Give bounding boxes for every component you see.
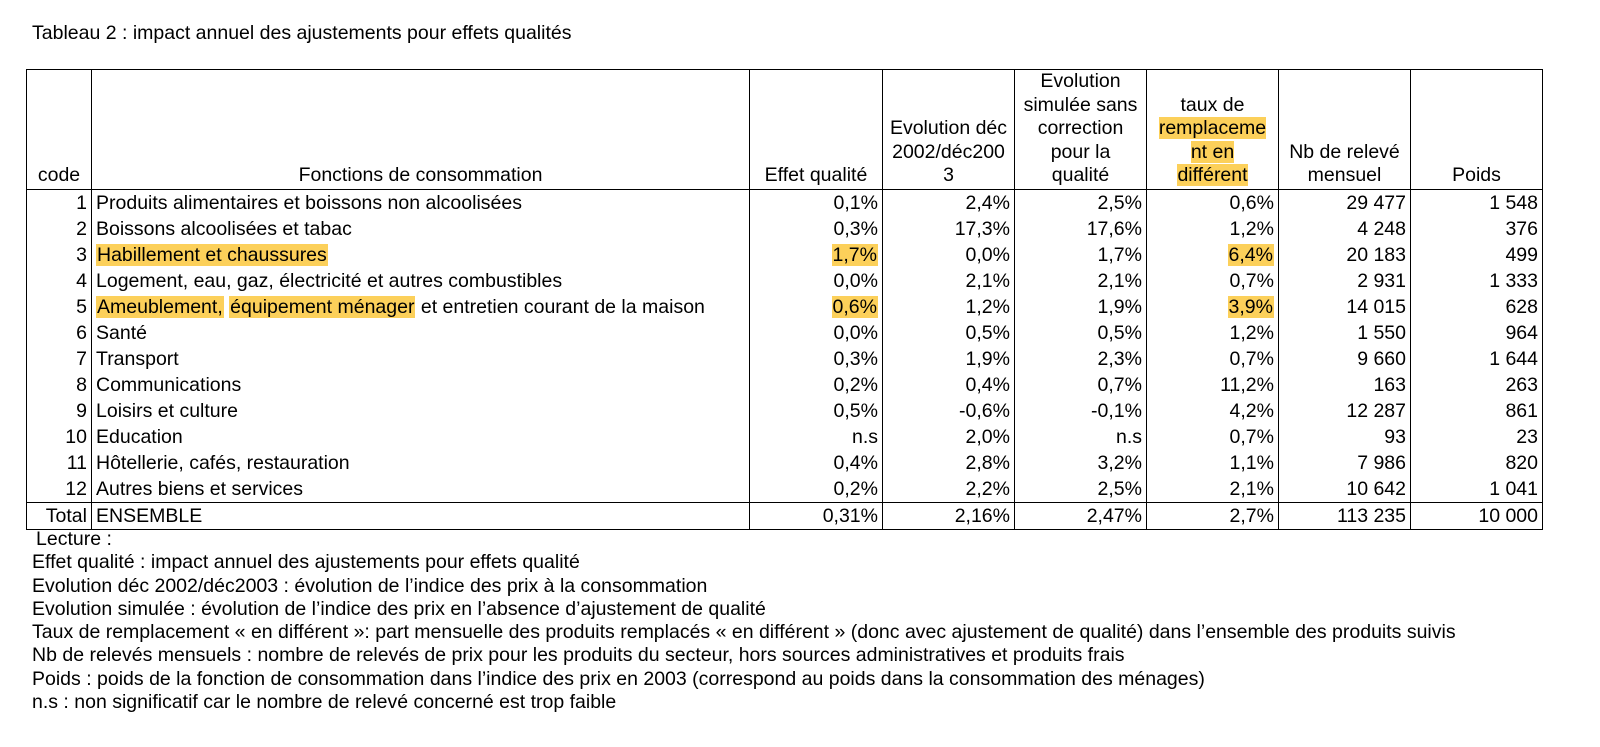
legend-line: Effet qualité : impact annuel des ajustements pour effets qualité	[32, 551, 580, 574]
table-cell: 3,2%	[1015, 450, 1147, 476]
table-cell: 2,7%	[1147, 502, 1279, 529]
table-cell: 1,2%	[1147, 216, 1279, 242]
table-cell: 0,5%	[750, 398, 883, 424]
table-cell: 263	[1411, 372, 1543, 398]
table-cell: 10 000	[1411, 502, 1543, 529]
table-row	[27, 294, 1543, 320]
header-poids	[1411, 70, 1543, 190]
table-cell: 2,4%	[883, 189, 1015, 216]
cell-text: différent	[1177, 164, 1248, 186]
table-cell: 2,0%	[883, 424, 1015, 450]
table-legend	[32, 528, 1456, 714]
table-cell: ENSEMBLE	[92, 502, 750, 529]
table-cell: Total	[27, 502, 92, 529]
table-cell: 163	[1279, 372, 1411, 398]
table-cell: Santé	[92, 320, 750, 346]
table-cell: 1 548	[1411, 189, 1543, 216]
legend-line: Poids : poids de la fonction de consommation dans l’indice des prix en 2003 (correspond au poids dans la consommation des ménages)	[32, 667, 1205, 690]
table-cell: 17,3%	[883, 216, 1015, 242]
table-cell: n.s	[1015, 424, 1147, 450]
table-cell: Education	[92, 424, 750, 450]
table-cell: 0,7%	[1015, 372, 1147, 398]
table-cell: Produits alimentaires et boissons non alcoolisées	[92, 189, 750, 216]
table-cell: n.s	[750, 424, 883, 450]
cell-text: code	[37, 164, 81, 186]
table-cell	[1147, 242, 1279, 268]
table-cell: 0,31%	[750, 502, 883, 529]
cell-text: pour la	[1050, 140, 1111, 163]
table-cell: 1 333	[1411, 268, 1543, 294]
cell-text: Evolution	[1040, 70, 1121, 92]
table-cell: 0,2%	[750, 476, 883, 503]
table-cell: 0,3%	[750, 346, 883, 372]
table-cell: 628	[1411, 294, 1543, 320]
cell-text: et entretien courant de la maison	[415, 295, 705, 318]
table-cell: 2,1%	[1147, 476, 1279, 503]
table-cell: -0,1%	[1015, 398, 1147, 424]
table-cell: Transport	[92, 346, 750, 372]
table-cell: 2,1%	[1015, 268, 1147, 294]
table-cell: 2	[76, 217, 87, 240]
highlighted-text: Ameublement,	[97, 295, 223, 318]
table-cell: 8	[76, 373, 87, 396]
cell-text: simulée sans	[1023, 93, 1138, 116]
table-cell: 0,6%	[1147, 189, 1279, 216]
table-cell: 0,2%	[750, 372, 883, 398]
table-cell: Boissons alcoolisées et tabac	[92, 216, 750, 242]
table-cell	[92, 242, 750, 268]
table-row	[27, 450, 1543, 476]
table-cell: 7 986	[1279, 450, 1411, 476]
table-row	[27, 372, 1543, 398]
table-cell: 2,3%	[1015, 346, 1147, 372]
highlighted-value: 1,7%	[832, 243, 877, 266]
table-cell: 0,5%	[1015, 320, 1147, 346]
table-total-row	[27, 502, 1543, 529]
highlighted-value: 6,4%	[1228, 243, 1273, 266]
table-cell: 376	[1411, 216, 1543, 242]
table-row	[27, 346, 1543, 372]
table-cell: 2 931	[1279, 268, 1411, 294]
table-cell: 10	[65, 425, 87, 448]
table-cell: 0,7%	[1147, 268, 1279, 294]
table-cell: 29 477	[1279, 189, 1411, 216]
table-row	[27, 476, 1543, 503]
table-cell: 1,2%	[1147, 320, 1279, 346]
table-cell: 2,1%	[883, 268, 1015, 294]
table-cell: 20 183	[1279, 242, 1411, 268]
table-cell	[1147, 294, 1279, 320]
cell-text: correction	[1037, 117, 1124, 139]
table-row	[27, 398, 1543, 424]
table-cell: 2,16%	[883, 502, 1015, 529]
legend-line: Evolution simulée : évolution de l’indice des prix en l’absence d’ajustement de qualité	[32, 597, 766, 620]
highlighted-text: Habillement et chaussures	[97, 243, 327, 266]
legend-line: Nb de relevés mensuels : nombre de relevés de prix pour les produits du secteur, hors sources administratives et produits frais	[32, 644, 1125, 667]
table-row	[27, 424, 1543, 450]
legend-line: Taux de remplacement « en différent »: part mensuelle des produits remplacés « en différent » (donc avec ajustement de qualité) dans l’ensemble des produits suivis	[32, 621, 1456, 644]
quality-effects-table	[26, 69, 1543, 530]
table-cell: 0,1%	[750, 189, 883, 216]
table-cell: 820	[1411, 450, 1543, 476]
table-row	[27, 268, 1543, 294]
table-cell: 0,4%	[883, 372, 1015, 398]
table-cell: Logement, eau, gaz, électricité et autres combustibles	[92, 268, 750, 294]
table-cell: Autres biens et services	[92, 476, 750, 503]
table-cell: 4 248	[1279, 216, 1411, 242]
table-cell: 1	[76, 191, 87, 214]
table-cell: 1,7%	[1015, 242, 1147, 268]
table-cell: 93	[1279, 424, 1411, 450]
table-cell: 0,4%	[750, 450, 883, 476]
cell-text: nt en	[1190, 140, 1235, 163]
table-row	[27, 216, 1543, 242]
table-cell: 1 041	[1411, 476, 1543, 503]
table-row	[27, 320, 1543, 346]
cell-text: qualité	[1051, 164, 1110, 186]
table-title: Tableau 2 : impact annuel des ajustements pour effets qualités	[32, 22, 572, 44]
table-cell: -0,6%	[883, 398, 1015, 424]
table-cell: 0,5%	[883, 320, 1015, 346]
table-cell: 14 015	[1279, 294, 1411, 320]
table-cell: 113 235	[1279, 502, 1411, 529]
table-cell: 3	[76, 243, 87, 266]
cell-text: Evolution déc	[889, 117, 1008, 139]
table-cell: 10 642	[1279, 476, 1411, 503]
header-effet-qualite	[750, 70, 883, 190]
table-cell: 11	[66, 451, 87, 474]
legend-lead: Lecture :	[36, 528, 112, 550]
cell-text: Fonctions de consommation	[298, 164, 543, 186]
cell-text: Effet qualité	[764, 164, 868, 186]
table-cell: 2,47%	[1015, 502, 1147, 529]
table-cell: 2,8%	[883, 450, 1015, 476]
table-cell: Hôtellerie, cafés, restauration	[92, 450, 750, 476]
table-cell: 2,5%	[1015, 476, 1147, 503]
table-cell: 1 644	[1411, 346, 1543, 372]
header-nb-releve	[1279, 70, 1411, 190]
table-cell: 6	[76, 321, 87, 344]
cell-text: mensuel	[1307, 164, 1382, 186]
table-cell: 4	[76, 269, 87, 292]
table-cell: 964	[1411, 320, 1543, 346]
table-cell: 1,9%	[883, 346, 1015, 372]
table-cell: 1 550	[1279, 320, 1411, 346]
table-cell: 0,3%	[750, 216, 883, 242]
header-fonctions	[92, 70, 750, 190]
table-cell: 0,0%	[750, 320, 883, 346]
table-cell: 1,9%	[1015, 294, 1147, 320]
table-cell: Loisirs et culture	[92, 398, 750, 424]
highlighted-value: 3,9%	[1228, 295, 1273, 318]
table-header-row	[27, 70, 1543, 190]
table-cell: 7	[76, 347, 87, 370]
highlighted-value: 0,6%	[832, 295, 877, 318]
legend-line: n.s : non significatif car le nombre de relevé concerné est trop faible	[32, 691, 617, 714]
header-taux-remplacement	[1147, 70, 1279, 190]
table-cell: 5	[76, 295, 87, 318]
table-cell: 861	[1411, 398, 1543, 424]
table-cell: 0,7%	[1147, 346, 1279, 372]
highlighted-text: équipement ménager	[230, 295, 415, 318]
header-evolution	[883, 70, 1015, 190]
table-cell: Communications	[92, 372, 750, 398]
table-cell: 1,1%	[1147, 450, 1279, 476]
table-cell: 2,2%	[883, 476, 1015, 503]
cell-text: Poids	[1452, 164, 1501, 186]
cell-text: 3	[943, 164, 954, 186]
table-cell: 2,5%	[1015, 189, 1147, 216]
table-cell: 12	[65, 477, 87, 500]
table-cell	[750, 294, 883, 320]
header-code	[27, 70, 92, 190]
table-row	[27, 242, 1543, 268]
table-cell: 1,2%	[883, 294, 1015, 320]
table-cell: 4,2%	[1147, 398, 1279, 424]
table-row	[27, 189, 1543, 216]
table-cell	[92, 294, 750, 320]
table-cell: 12 287	[1279, 398, 1411, 424]
cell-text: 2002/déc200	[892, 140, 1005, 163]
cell-text: remplaceme	[1158, 117, 1267, 139]
table-cell: 499	[1411, 242, 1543, 268]
table-cell: 23	[1411, 424, 1543, 450]
table-cell	[750, 242, 883, 268]
legend-line: Evolution déc 2002/déc2003 : évolution de l’indice des prix à la consommation	[32, 574, 708, 597]
cell-text: taux de	[1180, 93, 1245, 116]
cell-text: Nb de relevé	[1289, 140, 1400, 163]
table-cell: 9	[76, 399, 87, 422]
table-cell: 0,0%	[883, 242, 1015, 268]
table-cell: 9 660	[1279, 346, 1411, 372]
table-cell: 17,6%	[1015, 216, 1147, 242]
table-cell: 11,2%	[1147, 372, 1279, 398]
header-evolution-simulee	[1015, 70, 1147, 190]
table-cell: 0,0%	[750, 268, 883, 294]
table-cell: 0,7%	[1147, 424, 1279, 450]
